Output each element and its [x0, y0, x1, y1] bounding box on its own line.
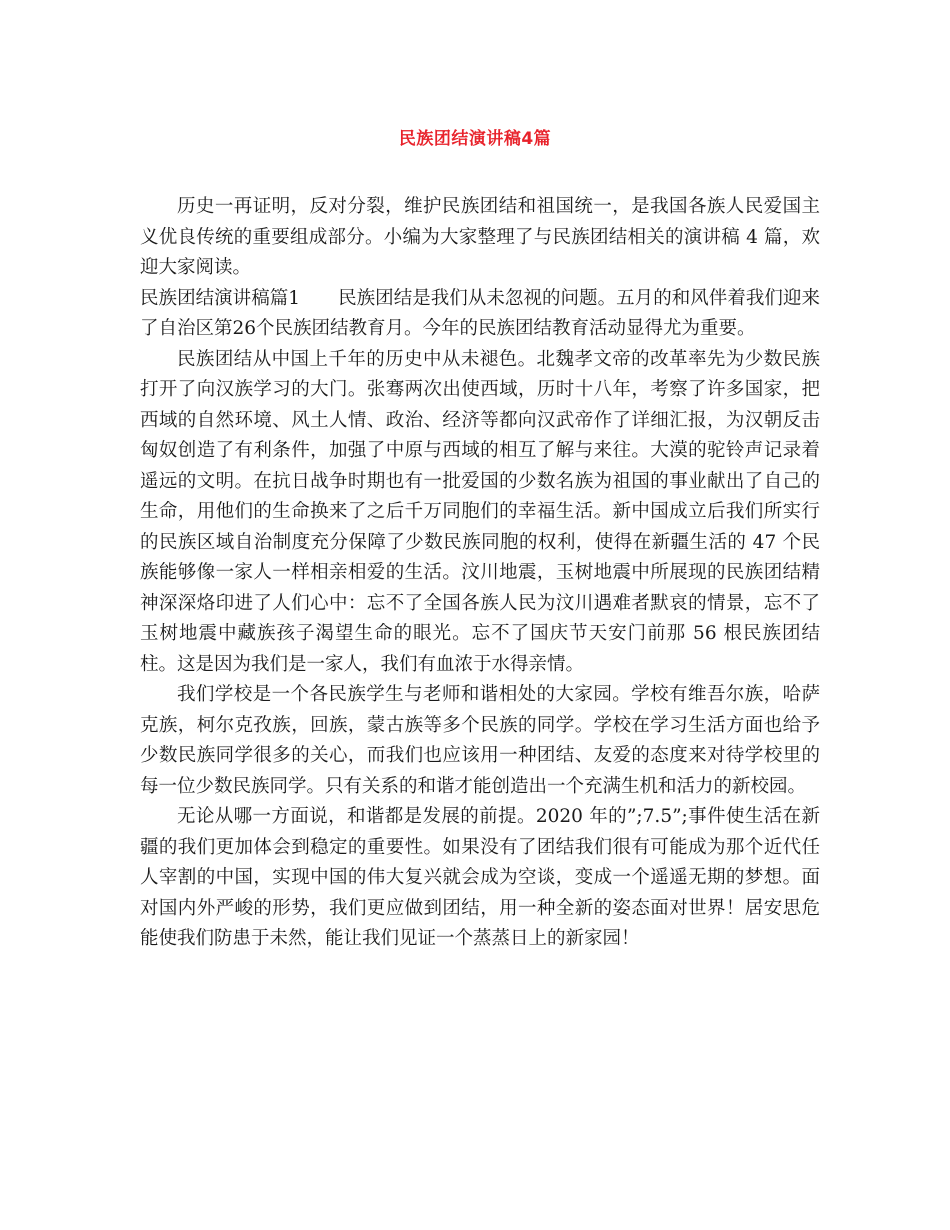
section-first-text: 民族团结是我们从未忽视的问题。五月的和风伴着我们迎来了自治区第26个民族团结教育月。今年的民族团结教育活动显得尤为重要。	[140, 287, 820, 339]
intro-paragraph: 历史一再证明，反对分裂，维护民族团结和祖国统一，是我国各族人民爱国主义优良传统的重要组成部分。小编为大家整理了与民族团结相关的演讲稿 4 篇，欢迎大家阅读。	[140, 196, 820, 278]
document-title: 民族团结演讲稿4篇	[398, 129, 552, 149]
section-heading: 民族团结演讲稿篇1	[140, 287, 301, 309]
body-paragraph-history: 民族团结从中国上千年的历史中从未褪色。北魏孝文帝的改革率先为少数民族打开了向汉族学习的大门。张骞两次出使西域，历时十八年，考察了许多国家，把西域的自然环境、风土人情、政治、经济等都向汉武帝作了详细汇报，为汉朝反击匈奴创造了有利条件，加强了中原与西域的相互了解与来往。大漠的驼铃声记录着遥远的文明。在抗日战争时期也有一批爱国的少数名族为祖国的事业献出了自己的生命，用他们的生命换来了之后千万同胞们的幸福生活。新中国成立后我们所实行的民族区域自治制度充分保障了少数民族同胞的权利，使得在新疆生活的 47 个民族能够像一家人一样相亲相爱的生活。汶川地震，玉树地震中所展现的民族团结精神深深烙印进了人们心中：忘不了全国各族人民为汶川遇难者默哀的情景，忘不了玉树地震中藏族孩子渴望生命的眼光。忘不了国庆节天安门前那 56 根民族团结柱。这是因为我们是一家人，我们有血浓于水得亲情。	[140, 348, 820, 675]
body-paragraph-harmony: 无论从哪一方面说，和谐都是发展的前提。2020 年的”;7.5”;事件使生活在新疆的我们更加体会到稳定的重要性。如果没有了团结我们很有可能成为那个近代任人宰割的中国，实现中国的伟大复兴就会成为空谈，变成一个遥遥无期的梦想。面对国内外严峻的形势，我们更应做到团结，用一种全新的姿态面对世界！居安思危能使我们防患于未然，能让我们见证一个蒸蒸日上的新家园！	[140, 806, 820, 949]
document-body	[140, 192, 820, 955]
section-paragraph	[140, 284, 820, 345]
body-paragraph-school: 我们学校是一个各民族学生与老师和谐相处的大家园。学校有维吾尔族，哈萨克族，柯尔克孜族，回族，蒙古族等多个民族的同学。学校在学习生活方面也给予少数民族同学很多的关心，而我们也应该用一种团结、友爱的态度来对待学校里的每一位少数民族同学。只有关系的和谐才能创造出一个充满生机和活力的新校园。	[140, 684, 820, 797]
